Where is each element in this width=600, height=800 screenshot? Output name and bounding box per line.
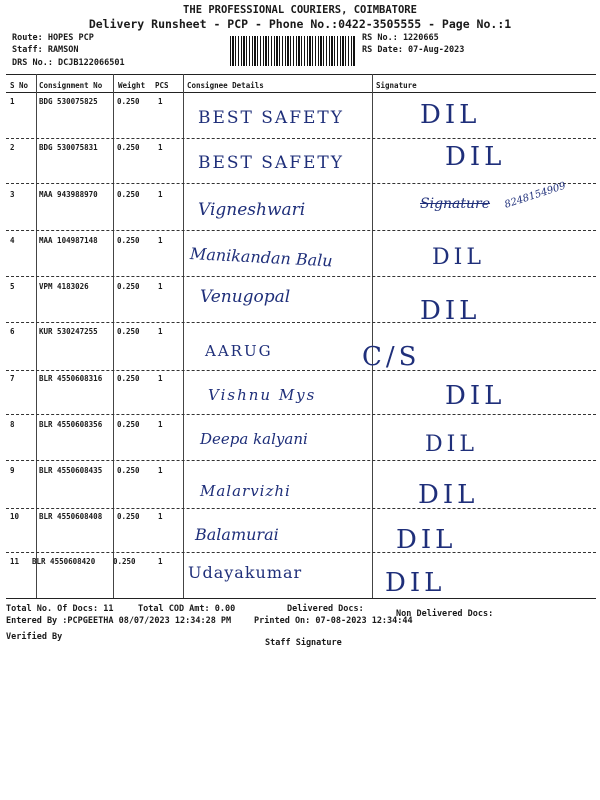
- row-consignee: Manikandan Balu: [189, 244, 334, 271]
- row-consignee: AARUG: [205, 342, 273, 360]
- row-divider: [6, 138, 596, 139]
- row-divider: [6, 460, 596, 461]
- header-signature: Signature: [376, 81, 417, 90]
- row-signature: DIL: [445, 381, 506, 411]
- row-consignment: BLR 4550608420: [32, 557, 96, 566]
- row-pcs: 1: [158, 374, 163, 383]
- route-label: Route: HOPES PCP: [12, 33, 94, 43]
- rs-number: RS No.: 1220665: [362, 33, 439, 43]
- row-sno: 11: [10, 557, 20, 566]
- row-sno: 9: [10, 466, 15, 475]
- column-divider: [183, 74, 184, 598]
- row-divider: [6, 183, 596, 184]
- row-consignment: BDG 530075831: [39, 143, 98, 152]
- row-weight: 0.250: [117, 466, 140, 475]
- header-consignee: Consignee Details: [187, 81, 264, 90]
- row-sno: 6: [10, 327, 15, 336]
- row-consignee: Vigneshwari: [198, 200, 306, 220]
- row-signature: DIL: [385, 568, 446, 598]
- row-phone-note: 8248154909: [503, 180, 568, 211]
- row-divider: [6, 230, 596, 231]
- row-sno: 10: [10, 512, 20, 521]
- row-consignment: BLR 4550608435: [39, 466, 103, 475]
- table-header-rule: [6, 92, 596, 93]
- row-pcs: 1: [158, 466, 163, 475]
- row-consignee: Malarvizhi: [200, 482, 291, 500]
- row-signature: DIL: [432, 245, 485, 270]
- row-weight: 0.250: [113, 557, 136, 566]
- header-consignment: Consignment No: [39, 81, 103, 90]
- barcode: [230, 36, 355, 66]
- row-weight: 0.250: [117, 97, 140, 106]
- row-divider: [6, 322, 596, 323]
- row-sno: 1: [10, 97, 15, 106]
- row-pcs: 1: [158, 327, 163, 336]
- row-consignment: VPM 4183026: [39, 282, 89, 291]
- row-sno: 5: [10, 282, 15, 291]
- row-pcs: 1: [158, 282, 163, 291]
- row-weight: 0.250: [117, 190, 140, 199]
- row-pcs: 1: [158, 236, 163, 245]
- row-consignee: Venugopal: [200, 287, 291, 307]
- row-consignee: BEST SAFETY: [198, 108, 344, 128]
- row-consignment: KUR 530247255: [39, 327, 98, 336]
- runsheet-title: Delivery Runsheet - PCP - Phone No.:0422-3505555 - Page No.:1: [88, 17, 512, 31]
- row-pcs: 1: [158, 557, 163, 566]
- verified-by: Verified By: [6, 632, 63, 642]
- table-bottom-rule: [6, 598, 596, 599]
- printed-on: Printed On: 07-08-2023 12:34:44: [254, 616, 413, 626]
- row-consignee: Balamurai: [195, 525, 279, 544]
- row-divider: [6, 276, 596, 277]
- row-weight: 0.250: [117, 143, 140, 152]
- row-sno: 2: [10, 143, 15, 152]
- row-consignment: MAA 943988970: [39, 190, 98, 199]
- row-consignment: BLR 4550608316: [39, 374, 103, 383]
- row-signature: DIL: [420, 100, 481, 130]
- row-sno: 4: [10, 236, 15, 245]
- row-consignment: BDG 530075825: [39, 97, 98, 106]
- row-pcs: 1: [158, 190, 163, 199]
- column-divider: [113, 74, 114, 598]
- row-consignment: BLR 4550608356: [39, 420, 103, 429]
- row-divider: [6, 370, 596, 371]
- column-divider: [372, 74, 373, 598]
- row-signature: DIL: [425, 432, 478, 457]
- row-sno: 7: [10, 374, 15, 383]
- row-divider: [6, 508, 596, 509]
- row-consignee: Udayakumar: [188, 563, 303, 582]
- row-pcs: 1: [158, 143, 163, 152]
- row-consignment: BLR 4550608408: [39, 512, 103, 521]
- row-signature: DIL: [396, 525, 457, 555]
- row-weight: 0.250: [117, 327, 140, 336]
- row-weight: 0.250: [117, 282, 140, 291]
- drs-label: DRS No.: DCJB122066501: [12, 58, 125, 68]
- row-weight: 0.250: [117, 374, 140, 383]
- company-title: THE PROFESSIONAL COURIERS, COIMBATORE: [183, 4, 417, 16]
- row-weight: 0.250: [117, 420, 140, 429]
- row-signature: Signature: [420, 196, 491, 212]
- staff-signature: Staff Signature: [265, 638, 342, 648]
- row-consignment: MAA 104987148: [39, 236, 98, 245]
- row-weight: 0.250: [117, 236, 140, 245]
- header-sno: S No: [10, 81, 29, 90]
- row-pcs: 1: [158, 420, 163, 429]
- row-divider: [6, 414, 596, 415]
- row-pcs: 1: [158, 512, 163, 521]
- row-pcs: 1: [158, 97, 163, 106]
- row-sno: 8: [10, 420, 15, 429]
- row-signature: DIL: [445, 142, 506, 172]
- delivered-docs: Delivered Docs:: [287, 604, 364, 614]
- non-delivered-docs: Non Delivered Docs:: [396, 609, 494, 619]
- header-weight: Weight: [118, 81, 146, 90]
- rs-date: RS Date: 07-Aug-2023: [362, 45, 465, 55]
- row-signature: DIL: [420, 296, 481, 326]
- row-consignee: Deepa kalyani: [200, 430, 308, 448]
- row-consignee: BEST SAFETY: [198, 153, 344, 173]
- row-consignee: Vishnu Mys: [208, 386, 317, 404]
- total-docs: Total No. Of Docs: 11: [6, 604, 114, 614]
- total-cod-amount: Total COD Amt: 0.00: [138, 604, 236, 614]
- row-divider: [6, 552, 596, 553]
- staff-label: Staff: RAMSON: [12, 45, 79, 55]
- column-divider: [36, 74, 37, 598]
- row-weight: 0.250: [117, 512, 140, 521]
- header-pcs: PCS: [155, 81, 169, 90]
- entered-by: Entered By :PCPGEETHA 08/07/2023 12:34:28 PM: [6, 616, 232, 626]
- row-sno: 3: [10, 190, 15, 199]
- row-signature: DIL: [418, 480, 479, 510]
- row-signature: C/S: [362, 342, 421, 372]
- table-top-rule: [6, 74, 596, 75]
